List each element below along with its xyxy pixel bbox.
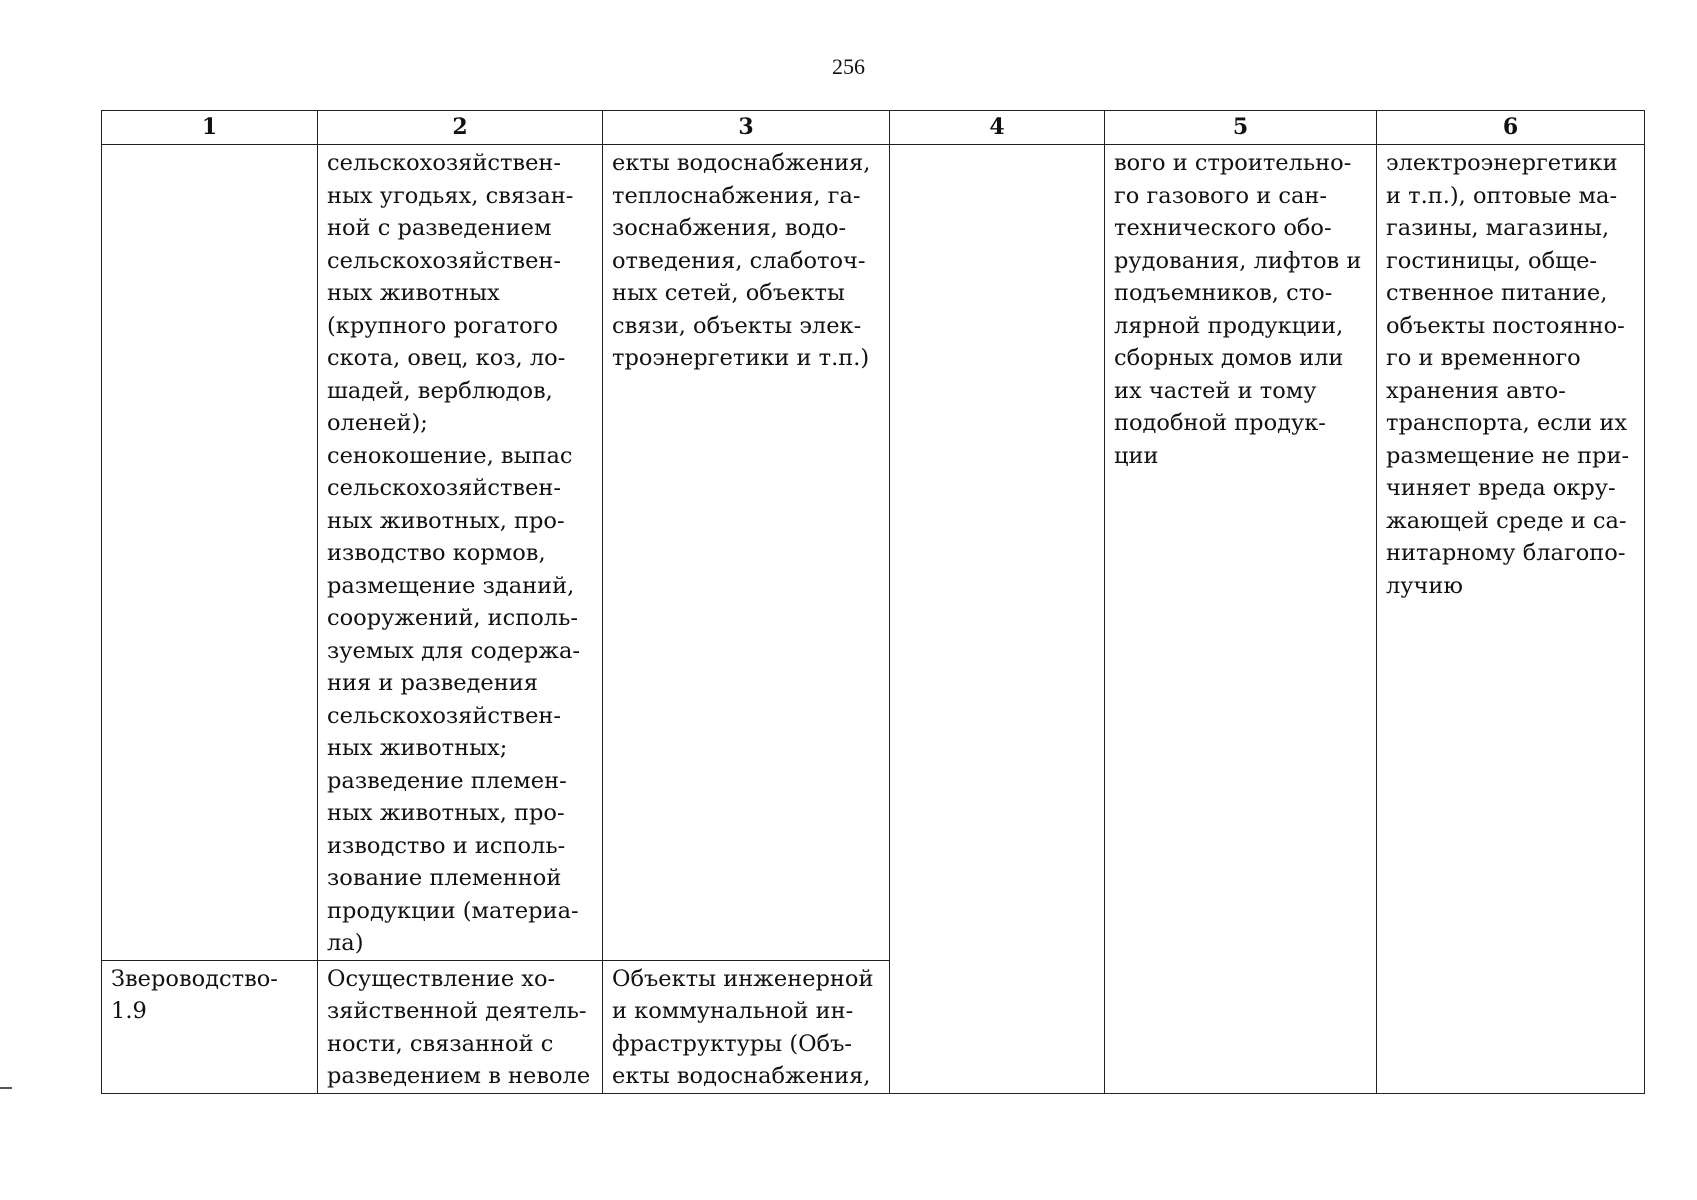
cell-text-line: хранения авто- <box>1386 377 1566 404</box>
cell-col6 <box>1377 145 1645 1094</box>
cell-text-line: ных животных, про- <box>327 800 565 826</box>
cell-text-line: жающей среде и са- <box>1386 507 1627 534</box>
cell-text-line: ных угодьях, связан- <box>327 182 574 209</box>
cell-text-line: ных животных, про- <box>327 507 565 534</box>
cell-row1-col3 <box>603 145 890 961</box>
cell-text-line: го и временного <box>1386 345 1581 371</box>
cell-text-line: ния и разведения <box>327 670 538 696</box>
cell-text-line: гостиницы, обще- <box>1386 247 1597 274</box>
cell-text-line: сельскохозяйствен- <box>327 150 561 176</box>
cell-text-line: и коммунальной ин- <box>612 998 854 1024</box>
document-table <box>101 110 1645 1094</box>
header-col-6: 6 <box>1377 111 1645 145</box>
cell-text-line: рудования, лифтов и <box>1114 247 1362 274</box>
cell-text-line: зование племенной <box>327 865 562 891</box>
cell-text-line: лярной продукции, <box>1114 312 1344 339</box>
cell-text-line: подъемников, сто- <box>1114 280 1333 306</box>
cell-text-line: сборных домов или <box>1114 345 1344 371</box>
cell-text-line: газины, магазины, <box>1386 215 1610 241</box>
cell-text-line: Осуществление хо- <box>327 965 556 992</box>
cell-text-line: отведения, слаботоч- <box>612 247 866 274</box>
cell-text-line: екты водоснабжения, <box>612 150 871 176</box>
cell-text-line: изводство кормов, <box>327 540 546 566</box>
cell-text-line: (крупного рогатого <box>327 312 558 339</box>
margin-mark <box>0 1087 12 1089</box>
cell-text-line: фраструктуры (Объ- <box>612 1030 853 1057</box>
cell-text-line: изводство и исполь- <box>327 832 566 859</box>
cell-text-line: сельскохозяйствен- <box>327 475 561 501</box>
cell-text-line: зуемых для содержа- <box>327 637 581 664</box>
cell-text-line: Объекты инженерной <box>612 965 874 992</box>
cell-text-line: нитарному благопо- <box>1386 540 1626 566</box>
header-col-2: 2 <box>318 111 603 145</box>
header-row <box>102 111 1645 145</box>
cell-text-line: связи, объекты элек- <box>612 312 862 339</box>
cell-text-line: го газового и сан- <box>1114 182 1327 209</box>
cell-text-line: сенокошение, выпас <box>327 442 573 469</box>
cell-text-line: их частей и тому <box>1114 377 1317 404</box>
header-col-3: 3 <box>603 111 890 145</box>
cell-col5 <box>1105 145 1377 1094</box>
cell-text-line: оленей); <box>327 410 428 436</box>
cell-row1-col1 <box>102 145 318 961</box>
cell-text-line: 1.9 <box>111 998 147 1024</box>
cell-text-line: сельскохозяйствен- <box>327 702 561 729</box>
cell-text-line: ции <box>1114 442 1159 469</box>
cell-text-line: лучию <box>1386 572 1463 599</box>
cell-text-line: зяйственной деятель- <box>327 998 587 1024</box>
cell-text-line: Звероводство- <box>111 965 278 992</box>
cell-text-line: разведением в неволе <box>327 1063 591 1089</box>
cell-text-line: ных животных <box>327 280 500 306</box>
cell-row1-col2 <box>318 145 603 961</box>
cell-text-line: объекты постоянно- <box>1386 312 1625 339</box>
cell-text-line: сооружений, исполь- <box>327 605 578 631</box>
header-col-4: 4 <box>890 111 1105 145</box>
cell-text-line: продукции (материа- <box>327 897 579 924</box>
cell-text-line: теплоснабжения, га- <box>612 182 861 209</box>
cell-text-line: технического обо- <box>1114 215 1332 241</box>
cell-text-line: чиняет вреда окру- <box>1386 475 1616 501</box>
cell-text-line: транспорта, если их <box>1386 410 1628 436</box>
cell-row2-col2 <box>318 960 603 1093</box>
cell-text-line: ности, связанной с <box>327 1030 554 1057</box>
cell-col4 <box>890 145 1105 1094</box>
cell-row2-col3 <box>603 960 890 1093</box>
cell-text-line: шадей, верблюдов, <box>327 377 553 404</box>
header-col-1: 1 <box>102 111 318 145</box>
cell-text-line: ных сетей, объекты <box>612 280 845 306</box>
cell-text-line: электроэнергетики <box>1386 150 1618 176</box>
cell-text-line: и т.п.), оптовые ма- <box>1386 182 1618 209</box>
page-number: 256 <box>832 54 865 79</box>
cell-row2-col1 <box>102 960 318 1093</box>
cell-text-line: зоснабжения, водо- <box>612 215 847 241</box>
header-col-5: 5 <box>1105 111 1377 145</box>
cell-text-line: разведение племен- <box>327 767 567 794</box>
cell-text-line: скота, овец, коз, ло- <box>327 345 566 371</box>
cell-text-line: вого и строительно- <box>1114 150 1352 176</box>
cell-text-line: ла) <box>327 930 364 956</box>
cell-text-line: подобной продук- <box>1114 410 1326 436</box>
cell-text-line: екты водоснабжения, <box>612 1063 871 1089</box>
cell-text-line: ных животных; <box>327 735 508 761</box>
table-row <box>102 145 1645 961</box>
cell-text-line: сельскохозяйствен- <box>327 247 561 274</box>
cell-text-line: ной с разведением <box>327 215 552 241</box>
cell-text-line: троэнергетики и т.п.) <box>612 345 870 371</box>
cell-text-line: размещение не при- <box>1386 442 1630 469</box>
cell-text-line: размещение зданий, <box>327 572 575 599</box>
cell-text-line: ственное питание, <box>1386 280 1608 306</box>
